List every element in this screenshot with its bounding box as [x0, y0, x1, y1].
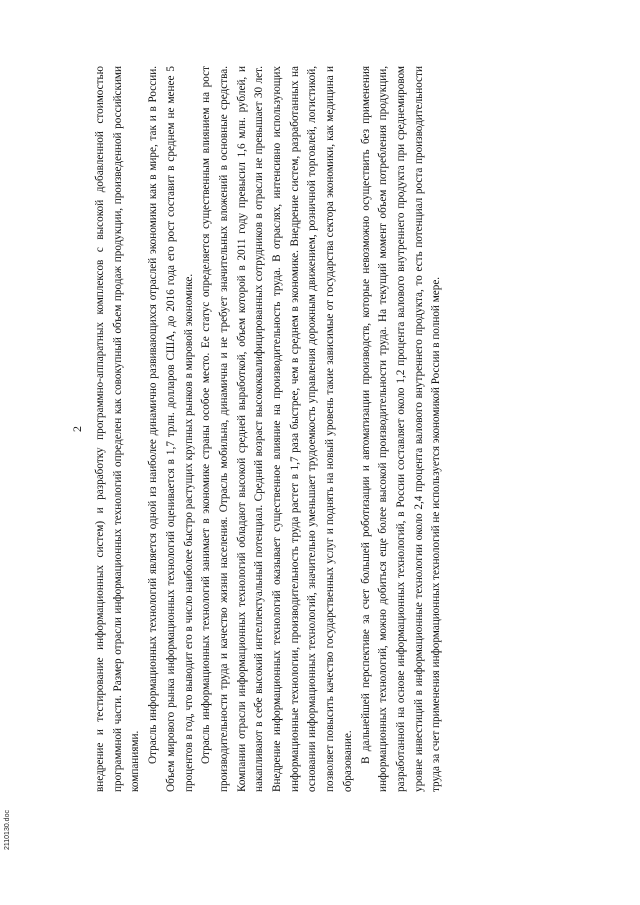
paragraph-4: В дальнейшей перспективе за счет большей роботизации и автоматизации производств, которые невозможно осуществить без применения информационных технологий, можно добиться еще более высокой производительности труда. На текущий момент объем потребления продукции, разработанной на основе информационных технологий, в России составляет около 1,2 процента валового внутреннего продукта при среднемировом уровне инвестиций в информационные технологии около 2,4 процента валового внутреннего продукта, то есть потенциал роста производительности труда за счет применения информационных технологий не используется экономикой России в полной мере.: [359, 66, 443, 792]
paragraph-3: Отрасль информационных технологий занимает в экономике страны особое место. Ее статус определяется существенным влиянием на рост производительности труда и качество жизни населения. Отрасль мобильна, динамична и не требует значительных вложений в основные средства. Компании отрасли информационных технологий обладают высокой средней выработкой, объем которой в 2011 году превысил 1,6 млн. рублей, и накапливают в себе высокий интеллектуальный потенциал. Средний возраст высококвалифицированных сотрудников в отрасли не превышает 30 лет. Внедрение информационных технологий оказывает существенное влияние на производительность труда. В отраслях, интенсивно использующих информационные технологии, производительность труда растет в 1,7 раза быстрее, чем в среднем в экономике. Внедрение систем, разработанных на основании информационных технологий, значительно уменьшает трудоемкость управления дорожным движением, розничной торговлей, логистикой, позволяет повысить качество государственных услуг и поднять на новый уровень такие зависимые от государства сектора экономики, как медицина и образование.: [200, 66, 354, 792]
page-number: 2: [70, 426, 84, 432]
document-body: [92, 66, 446, 792]
document-file-code: 2110130.doc: [4, 810, 11, 850]
paragraph-1: внедрение и тестирование информационных систем) и разработку программно-аппаратных комплексов с высокой добавленной стоимостью программной части. Размер отрасли информационных технологий определен как совокупный объем продаж продукции, произведенной российскими компаниями.: [94, 66, 142, 792]
rotated-text-block: [70, 66, 553, 792]
paragraph-2: Отрасль информационных технологий является одной из наиболее динамично развивающихся отраслей экономики как в мире, так и в России. Объем мирового рынка информационных технологий оценивается в 1,7 трлн. долларов США, до 2016 года его рост составит в среднем не менее 5 процентов в год, что выводит его в число наиболее быстро растущих крупных рынков в мировой экономике.: [147, 66, 195, 792]
